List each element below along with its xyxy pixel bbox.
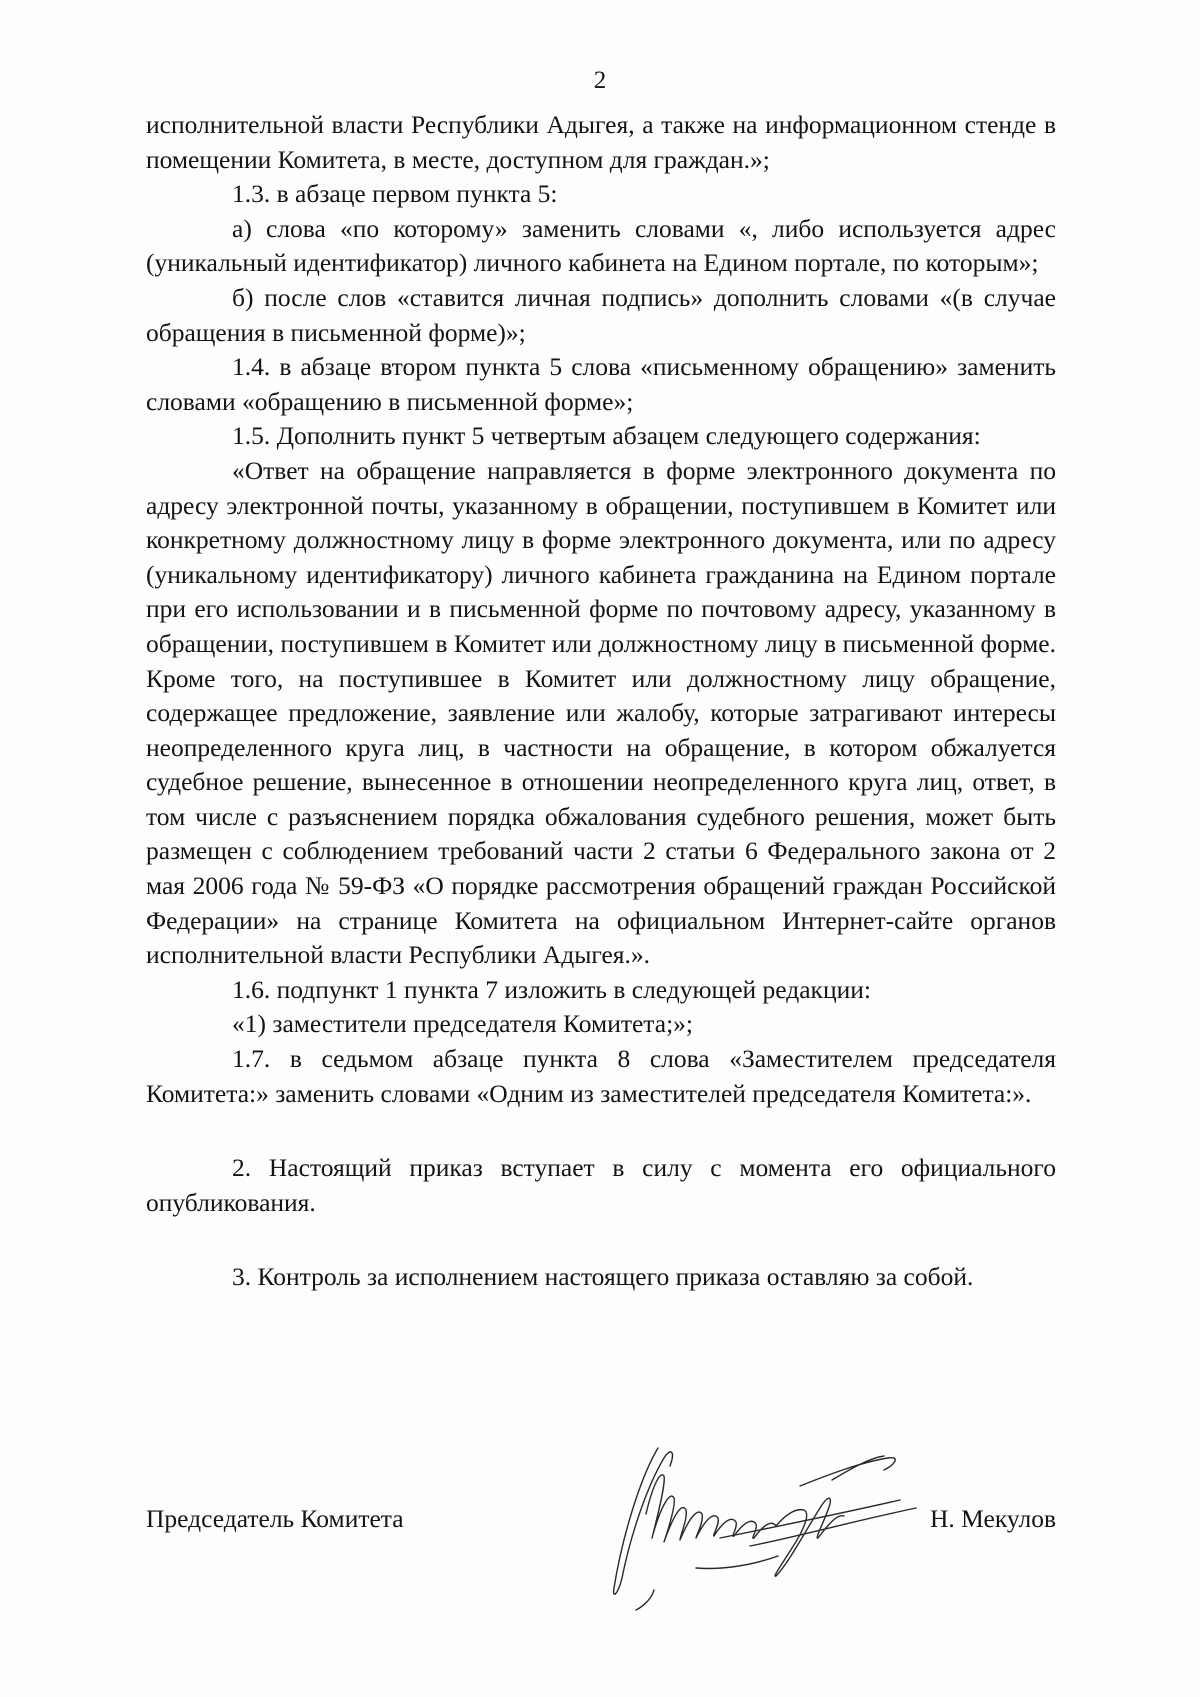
paragraph-1-4: 1.4. в абзаце втором пункта 5 слова «письменному обращению» заменить словами «обращению в письменной форме»; (146, 352, 1056, 416)
document-body (146, 108, 1056, 1295)
paragraph-1-5-quoted-text: «Ответ на обращение направляется в форме электронного документа по адресу электронной почты, указанному в обращении, поступившем в Комитет или конкретному должностному лицу в форме электронного документа, или по адресу (уникальному идентификатору) личного кабинета гражданина на Едином портале при его использовании и в письменной форме по почтовому адресу, указанному в обращении, поступившем в Комитет или должностному лицу в письменной форме. Кроме того, на поступившее в Комитет или должностному лицу обращение, содержащее предложение, заявление или жалобу, которые затрагивают интересы неопределенного круга лиц, в частности на обращение, в котором обжалуется судебное решение, вынесенное в отношении неопределенного круга лиц, ответ, в том числе с разъяснением порядка обжалования судебного решения, может быть размещен с соблюдением требований части 2 статьи 6 Федерального закона от 2 мая 2006 года № 59-ФЗ «О порядке рассмотрения обращений граждан Российской Федерации» на странице Комитета на официальном Интернет-сайте органов исполнительной власти Республики Адыгея.». (146, 455, 1056, 970)
paragraph-intro-continuation: исполнительной власти Республики Адыгея, а также на информационном стенде в помещении Комитета, в месте, доступном для граждан.»; (146, 110, 1056, 174)
paragraph-1-7: 1.7. в седьмом абзаце пункта 8 слова «Заместителем председателя Комитета:» заменить словами «Одним из заместителей председателя Комитета:». (146, 1044, 1056, 1108)
signature-block (146, 1502, 1056, 1542)
paragraph-1-5: 1.5. Дополнить пункт 5 четвертым абзацем следующего содержания: (232, 421, 981, 451)
paragraph-1-3-b: б) после слов «ставится личная подпись» дополнить словами «(в случае обращения в письменной форме)»; (146, 282, 1056, 347)
paragraph-1-3-a: а) слова «по которому» заменить словами «, либо используется адрес (уникальный идентификатор) личного кабинета на Едином портале, по которым»; (146, 213, 1056, 278)
paragraph-1-6: 1.6. подпункт 1 пункта 7 изложить в следующей редакции: (232, 974, 871, 1004)
page-number: 2 (593, 67, 607, 94)
signatory-title: Председатель Комитета (146, 1504, 404, 1533)
paragraph-1-3: 1.3. в абзаце первом пункта 5: (232, 179, 558, 209)
paragraph-2-effective-date: 2. Настоящий приказ вступает в силу с момента его официального опубликования. (146, 1153, 1056, 1217)
paragraph-3-control: 3. Контроль за исполнением настоящего приказа оставляю за собой. (232, 1262, 974, 1292)
paragraph-1-6-quoted-text: «1) заместители председателя Комитета;»; (232, 1009, 693, 1039)
signatory-name: Н. Мекулов (930, 1504, 1056, 1533)
